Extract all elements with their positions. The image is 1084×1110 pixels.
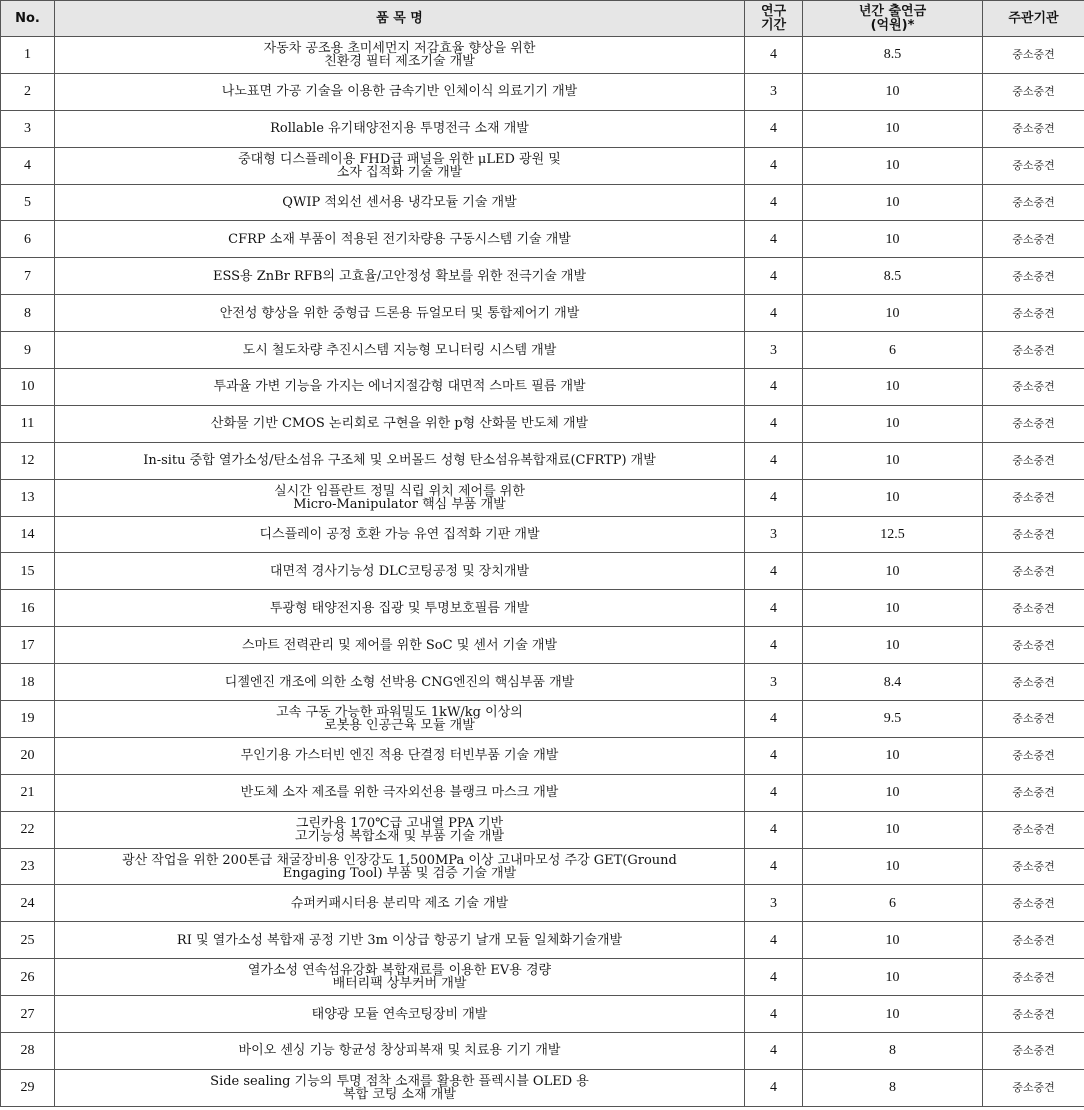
lead-organization: 중소중견: [983, 295, 1084, 332]
table-row: [1, 996, 1084, 1033]
item-title-line: 스마트 전력관리 및 제어를 위한 SoC 및 센서 기술 개발: [241, 637, 558, 653]
row-number: 3: [1, 110, 55, 147]
row-number: 20: [1, 737, 55, 774]
lead-organization: 중소중견: [983, 664, 1084, 701]
table-row: [1, 701, 1084, 738]
annual-fund: 10: [803, 479, 983, 516]
annual-fund: 10: [803, 442, 983, 479]
item-title-line: CFRP 소재 부품이 적용된 전기차량용 구동시스템 기술 개발: [228, 231, 571, 247]
item-title: [55, 701, 745, 738]
item-title: [55, 184, 745, 221]
research-period: 4: [745, 848, 803, 885]
lead-organization: 중소중견: [983, 774, 1084, 811]
lead-organization: 중소중견: [983, 885, 1084, 922]
research-period: 4: [745, 405, 803, 442]
research-period: 3: [745, 332, 803, 369]
annual-fund: 10: [803, 110, 983, 147]
item-title-line: 반도체 소자 제조를 위한 극자외선용 블랭크 마스크 개발: [240, 785, 559, 801]
item-title: [55, 553, 745, 590]
item-title-line: 슈퍼커패시터용 분리막 제조 기술 개발: [290, 895, 509, 911]
row-number: 29: [1, 1069, 55, 1106]
lead-organization: 중소중견: [983, 479, 1084, 516]
lead-organization: 중소중견: [983, 258, 1084, 295]
item-title: [55, 774, 745, 811]
lead-organization: 중소중견: [983, 369, 1084, 406]
row-number: 25: [1, 922, 55, 959]
table-row: [1, 553, 1084, 590]
research-period: 4: [745, 811, 803, 848]
item-title-line: RI 및 열가소성 복합재 공정 기반 3m 이상급 항공기 날개 모듈 일체화기술개발: [176, 932, 623, 948]
lead-organization: 중소중견: [983, 516, 1084, 553]
research-period: 4: [745, 1033, 803, 1070]
annual-fund: 10: [803, 73, 983, 110]
annual-fund: 10: [803, 295, 983, 332]
research-period: 4: [745, 701, 803, 738]
research-period: 4: [745, 369, 803, 406]
lead-organization: 중소중견: [983, 590, 1084, 627]
research-period: 3: [745, 73, 803, 110]
item-title-line: 도시 철도차량 추진시스템 지능형 모니터링 시스템 개발: [242, 342, 557, 358]
lead-organization: 중소중견: [983, 221, 1084, 258]
lead-organization: 중소중견: [983, 405, 1084, 442]
research-period: 4: [745, 996, 803, 1033]
table-row: [1, 479, 1084, 516]
row-number: 11: [1, 405, 55, 442]
item-title: [55, 405, 745, 442]
lead-organization: 중소중견: [983, 701, 1084, 738]
annual-fund: 10: [803, 811, 983, 848]
item-title-line: 바이오 센싱 기능 항균성 창상피복재 및 치료용 기기 개발: [238, 1043, 561, 1059]
header-no: No.: [1, 1, 55, 37]
research-period: 3: [745, 664, 803, 701]
header-period: [745, 1, 803, 37]
item-title-line: 투과율 가변 기능을 가지는 에너지절감형 대면적 스마트 필름 개발: [213, 379, 586, 395]
table-row: [1, 664, 1084, 701]
research-period: 4: [745, 590, 803, 627]
item-title-line: 중대형 디스플레이용 FHD급 패널을 위한 μLED 광원 및: [238, 151, 561, 167]
item-title: [55, 996, 745, 1033]
table-row: [1, 516, 1084, 553]
table-header: [1, 1, 1084, 37]
annual-fund: 8: [803, 1033, 983, 1070]
item-title-line: 자동차 공조용 초미세먼지 저감효율 향상을 위한: [263, 40, 536, 56]
table-row: [1, 369, 1084, 406]
row-number: 24: [1, 885, 55, 922]
lead-organization: 중소중견: [983, 1033, 1084, 1070]
item-title-line: In-situ 중합 열가소성/탄소섬유 구조체 및 오버몰드 성형 탄소섬유복합재료(CFRTP) 개발: [143, 453, 656, 469]
lead-organization: 중소중견: [983, 147, 1084, 184]
row-number: 28: [1, 1033, 55, 1070]
item-title-line: 배터리팩 상부커버 개발: [332, 976, 467, 992]
annual-fund: 10: [803, 922, 983, 959]
item-title-line: 안전성 향상을 위한 중형급 드론용 듀얼모터 및 통합제어기 개발: [219, 305, 580, 321]
row-number: 1: [1, 37, 55, 74]
table-row: [1, 110, 1084, 147]
item-title: [55, 811, 745, 848]
item-title-line: 열가소성 연속섬유강화 복합재료를 이용한 EV용 경량: [247, 963, 552, 979]
research-period: 4: [745, 774, 803, 811]
annual-fund: 10: [803, 147, 983, 184]
item-title: [55, 295, 745, 332]
row-number: 6: [1, 221, 55, 258]
header-title: 품 목 명: [55, 1, 745, 37]
lead-organization: 중소중견: [983, 442, 1084, 479]
item-title-line: Side sealing 기능의 투명 점착 소재를 활용한 플렉시블 OLED 용: [210, 1073, 589, 1089]
row-number: 23: [1, 848, 55, 885]
table-row: [1, 147, 1084, 184]
lead-organization: 중소중견: [983, 1069, 1084, 1106]
lead-organization: 중소중견: [983, 110, 1084, 147]
annual-fund: 12.5: [803, 516, 983, 553]
lead-organization: 중소중견: [983, 737, 1084, 774]
table-row: [1, 811, 1084, 848]
table-row: [1, 405, 1084, 442]
annual-fund: 6: [803, 885, 983, 922]
header-org: 주관기관: [983, 1, 1084, 37]
lead-organization: 중소중견: [983, 922, 1084, 959]
item-title: [55, 1069, 745, 1106]
item-title-line: 나노표면 가공 기술을 이용한 금속기반 인체이식 의료기기 개발: [221, 84, 578, 100]
table-row: [1, 1033, 1084, 1070]
table-row: [1, 922, 1084, 959]
row-number: 22: [1, 811, 55, 848]
item-title-line: 그린카용 170℃급 고내열 PPA 기반: [295, 815, 504, 831]
item-title-line: 실시간 임플란트 정밀 식립 위치 제어를 위한: [274, 483, 525, 499]
research-period: 4: [745, 922, 803, 959]
table-row: [1, 627, 1084, 664]
item-title-line: 복합 코팅 소재 개발: [343, 1086, 456, 1102]
annual-fund: 10: [803, 405, 983, 442]
item-title: [55, 627, 745, 664]
item-title-line: 대면적 경사기능성 DLC코팅공정 및 장치개발: [269, 563, 530, 579]
row-number: 12: [1, 442, 55, 479]
item-title: [55, 73, 745, 110]
item-title: [55, 442, 745, 479]
annual-fund: 10: [803, 221, 983, 258]
research-period: 4: [745, 737, 803, 774]
item-title: [55, 885, 745, 922]
item-title: [55, 737, 745, 774]
row-number: 10: [1, 369, 55, 406]
table-row: [1, 295, 1084, 332]
research-period: 4: [745, 295, 803, 332]
annual-fund: 8.5: [803, 258, 983, 295]
research-period: 4: [745, 627, 803, 664]
item-title: [55, 1033, 745, 1070]
row-number: 7: [1, 258, 55, 295]
table-row: [1, 959, 1084, 996]
research-period: 4: [745, 221, 803, 258]
item-title: [55, 369, 745, 406]
item-title: [55, 37, 745, 74]
header-period-line2: 기간: [760, 17, 787, 33]
item-title-line: 고기능성 복합소재 및 부품 기술 개발: [294, 828, 505, 844]
lead-organization: 중소중견: [983, 73, 1084, 110]
research-period: 4: [745, 147, 803, 184]
lead-organization: 중소중견: [983, 37, 1084, 74]
row-number: 27: [1, 996, 55, 1033]
row-number: 8: [1, 295, 55, 332]
annual-fund: 6: [803, 332, 983, 369]
annual-fund: 10: [803, 959, 983, 996]
research-period: 3: [745, 516, 803, 553]
item-title-line: 태양광 모듈 연속코팅장비 개발: [311, 1006, 488, 1022]
header-fund-line1: 년간 출연금: [858, 3, 927, 19]
item-title-line: 투광형 태양전지용 집광 및 투명보호필름 개발: [269, 600, 530, 616]
item-title-line: 고속 구동 가능한 파워밀도 1kW/kg 이상의: [276, 704, 523, 720]
table-row: [1, 737, 1084, 774]
table-row: [1, 442, 1084, 479]
annual-fund: 8.4: [803, 664, 983, 701]
item-title-line: 로봇용 인공근육 모듈 개발: [324, 717, 475, 733]
table-row: [1, 258, 1084, 295]
annual-fund: 10: [803, 184, 983, 221]
item-title-line: 광산 작업을 위한 200톤급 채굴장비용 인장강도 1,500MPa 이상 고내마모성 주강 GET(Ground: [122, 852, 677, 868]
annual-fund: 10: [803, 774, 983, 811]
item-title-line: Engaging Tool) 부품 및 검증 기술 개발: [282, 865, 517, 881]
table-row: [1, 885, 1084, 922]
lead-organization: 중소중견: [983, 332, 1084, 369]
annual-fund: 10: [803, 627, 983, 664]
item-title: [55, 221, 745, 258]
research-period: 4: [745, 1069, 803, 1106]
header-fund: [803, 1, 983, 37]
row-number: 21: [1, 774, 55, 811]
annual-fund: 10: [803, 590, 983, 627]
table-row: [1, 1069, 1084, 1106]
research-period: 4: [745, 258, 803, 295]
lead-organization: 중소중견: [983, 996, 1084, 1033]
table-row: [1, 590, 1084, 627]
lead-organization: 중소중견: [983, 627, 1084, 664]
table-row: [1, 848, 1084, 885]
row-number: 2: [1, 73, 55, 110]
item-title: [55, 516, 745, 553]
research-period: 4: [745, 37, 803, 74]
annual-fund: 10: [803, 848, 983, 885]
row-number: 9: [1, 332, 55, 369]
item-title: [55, 848, 745, 885]
annual-fund: 10: [803, 996, 983, 1033]
item-title: [55, 332, 745, 369]
row-number: 18: [1, 664, 55, 701]
research-period: 4: [745, 959, 803, 996]
item-title-line: 친환경 필터 제조기술 개발: [324, 53, 475, 69]
table-row: [1, 774, 1084, 811]
research-period: 4: [745, 110, 803, 147]
item-title-line: QWIP 적외선 센서용 냉각모듈 기술 개발: [282, 195, 517, 210]
annual-fund: 8: [803, 1069, 983, 1106]
annual-fund: 10: [803, 369, 983, 406]
item-title-line: 무인기용 가스터빈 엔진 적용 단결정 터빈부품 기술 개발: [240, 748, 559, 764]
research-period: 4: [745, 184, 803, 221]
item-title: [55, 110, 745, 147]
research-period: 4: [745, 479, 803, 516]
lead-organization: 중소중견: [983, 553, 1084, 590]
item-title: [55, 959, 745, 996]
item-title: [55, 590, 745, 627]
item-title-line: ESS용 ZnBr RFB의 고효율/고안정성 확보를 위한 전극기술 개발: [212, 268, 587, 284]
row-number: 15: [1, 553, 55, 590]
lead-organization: 중소중견: [983, 959, 1084, 996]
table-row: [1, 37, 1084, 74]
item-title: [55, 479, 745, 516]
annual-fund: 9.5: [803, 701, 983, 738]
header-fund-line2: (억원)*: [870, 17, 915, 33]
item-title-line: 디젤엔진 개조에 의한 소형 선박용 CNG엔진의 핵심부품 개발: [224, 674, 575, 690]
row-number: 14: [1, 516, 55, 553]
research-period: 4: [745, 553, 803, 590]
header-period-line1: 연구: [760, 3, 787, 19]
item-title: [55, 664, 745, 701]
table-body: [1, 37, 1084, 1107]
item-title: [55, 147, 745, 184]
row-number: 13: [1, 479, 55, 516]
table-row: [1, 221, 1084, 258]
table-row: [1, 73, 1084, 110]
row-number: 26: [1, 959, 55, 996]
row-number: 16: [1, 590, 55, 627]
research-period: 4: [745, 442, 803, 479]
item-title-line: Rollable 유기태양전지용 투명전극 소재 개발: [270, 121, 529, 137]
table-row: [1, 184, 1084, 221]
row-number: 17: [1, 627, 55, 664]
row-number: 5: [1, 184, 55, 221]
lead-organization: 중소중견: [983, 848, 1084, 885]
item-title-line: 산화물 기반 CMOS 논리회로 구현을 위한 p형 산화물 반도체 개발: [210, 416, 589, 432]
item-title: [55, 258, 745, 295]
lead-organization: 중소중견: [983, 184, 1084, 221]
item-title-line: Micro-Manipulator 핵심 부품 개발: [293, 496, 506, 512]
research-period: 3: [745, 885, 803, 922]
annual-fund: 8.5: [803, 37, 983, 74]
row-number: 4: [1, 147, 55, 184]
item-title-line: 소자 집적화 기술 개발: [336, 164, 463, 180]
annual-fund: 10: [803, 737, 983, 774]
item-title-line: 디스플레이 공정 호환 가능 유연 집적화 기판 개발: [259, 527, 540, 543]
item-title: [55, 922, 745, 959]
table-row: [1, 332, 1084, 369]
header-row: [1, 1, 1084, 37]
lead-organization: 중소중견: [983, 811, 1084, 848]
annual-fund: 10: [803, 553, 983, 590]
row-number: 19: [1, 701, 55, 738]
